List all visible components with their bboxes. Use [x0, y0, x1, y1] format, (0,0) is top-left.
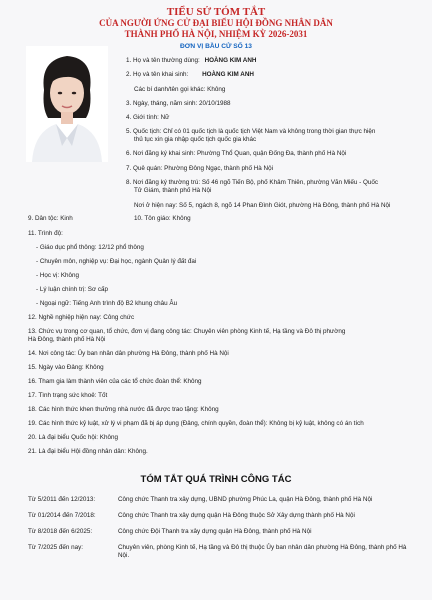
- field-birth-registration: 6. Nơi đăng ký khai sinh: Phường Thổ Quan, quận Đống Đa, thành phố Hà Nội: [126, 150, 347, 157]
- history-description: Công chức Đội Thanh tra xây dựng quận Hà Đông, thành phố Hà Nội: [118, 528, 312, 535]
- field-na-delegate: 20. Là đại biểu Quốc hội: Không: [28, 434, 118, 441]
- document-title: TIỂU SỬ TÓM TẮT: [166, 6, 266, 18]
- document-term: THÀNH PHỐ HÀ NỘI, NHIỆM KỲ 2026-2031: [124, 29, 308, 39]
- history-date: Từ 8/2018 đến 6/2025:: [28, 528, 93, 535]
- field-aliases: Các bí danh/tên gọi khác: Không: [134, 86, 226, 93]
- field-value: HOÀNG KIM ANH: [202, 71, 254, 78]
- field-value: HOÀNG KIM ANH: [204, 57, 257, 64]
- field-health: 17. Tình trạng sức khoẻ: Tốt: [28, 392, 108, 399]
- field-nationality: 5. Quốc tịch: Chỉ có 01 quốc tịch là quốc tịch Việt Nam và không trong thời gian thực hiện: [126, 128, 376, 135]
- field-specialty: - Chuyên môn, nghiệp vụ: Đại học, ngành Quản lý đất đai: [36, 258, 197, 265]
- field-awards: 18. Các hình thức khen thưởng nhà nước đã được trao tặng: Không: [28, 406, 219, 413]
- field-hometown: 7. Quê quán: Phường Đông Ngạc, thành phố Hà Nội: [126, 165, 273, 172]
- field-label: 2. Họ và tên khai sinh:: [126, 71, 189, 78]
- field-residence: 8. Nơi đăng ký thường trú: Số 46 ngõ Tiến Bộ, phố Khâm Thiên, phường Văn Miếu - Quốc: [126, 179, 379, 186]
- field-position-cont: Hà Đông, thành phố Hà Nội: [28, 336, 106, 343]
- field-council-delegate: 21. Là đại biểu Hội đồng nhân dân: Không.: [28, 448, 148, 455]
- field-religion: 10. Tôn giáo: Không: [134, 215, 191, 222]
- field-current-address: Nơi ở hiện nay: Số 5, ngách 8, ngõ 14 Phan Đình Giót, phường Hà Đông, thành phố Hà Nội: [134, 202, 391, 209]
- history-date: Từ 01/2014 đến 7/2018:: [28, 512, 96, 519]
- document-subtitle: CỦA NGƯỜI ỨNG CỬ ĐẠI BIỂU HỘI ĐỒNG NHÂN DÂN: [99, 18, 333, 28]
- field-party-date: 15. Ngày vào Đảng: Không: [28, 364, 104, 371]
- history-date: Từ 7/2025 đến nay:: [28, 544, 83, 551]
- field-dob: 3. Ngày, tháng, năm sinh: 20/10/1988: [126, 100, 231, 107]
- history-description: Công chức Thanh tra xây dựng, UBND phường Phúc La, quận Hà Đông, thành phố Hà Nội: [118, 496, 373, 503]
- field-language: - Ngoại ngữ: Tiếng Anh trình độ B2 khung châu Âu: [36, 300, 178, 307]
- field-discipline: 19. Các hình thức kỷ luật, xử lý vi phạm đã bị áp dụng (Đảng, chính quyền, đoàn thể): Không bị kỷ luật, không có án tích: [28, 420, 364, 427]
- history-description: Công chức Thanh tra xây dựng quận Hà Đông thuộc Sở Xây dựng thành phố Hà Nội: [118, 512, 355, 519]
- field-workplace: 14. Nơi công tác: Ủy ban nhân dân phường Hà Đông, thành phố Hà Nội: [28, 350, 229, 357]
- field-occupation: 12. Nghề nghiệp hiện nay: Công chức: [28, 314, 135, 321]
- field-residence-cont: Tử Giám, thành phố Hà Nội: [134, 187, 212, 194]
- field-position: 13. Chức vụ trong cơ quan, tổ chức, đơn vị đang công tác: Chuyên viên phòng Kinh tế, Hạ tầng và Đô thị phường: [28, 328, 346, 335]
- field-education-heading: 11. Trình độ:: [28, 230, 63, 237]
- history-date: Từ 5/2011 đến 12/2013:: [28, 496, 96, 503]
- work-history-title: TÓM TẮT QUÁ TRÌNH CÔNG TÁC: [140, 474, 292, 485]
- field-general-education: - Giáo dục phổ thông: 12/12 phổ thông: [36, 244, 144, 251]
- field-nationality-cont: thủ tục xin gia nhập quốc tịch quốc gia khác: [134, 136, 257, 143]
- field-ethnicity: 9. Dân tộc: Kinh: [28, 215, 73, 222]
- field-gender: 4. Giới tính: Nữ: [126, 114, 170, 121]
- field-degree: - Học vị: Không: [36, 272, 80, 279]
- field-organizations: 16. Tham gia làm thành viên của các tổ chức đoàn thể: Không: [28, 378, 202, 385]
- history-description: Chuyên viên, phòng Kinh tế, Hạ tầng và Đô thị thuộc Ủy ban nhân dân phường Hà Đông, thành phố Hà Nội.: [118, 544, 407, 559]
- field-label: 1. Họ và tên thường dùng:: [126, 57, 200, 64]
- field-political-theory: - Lý luận chính trị: Sơ cấp: [36, 286, 109, 293]
- electoral-unit: ĐƠN VỊ BẦU CỬ SỐ 13: [180, 43, 252, 50]
